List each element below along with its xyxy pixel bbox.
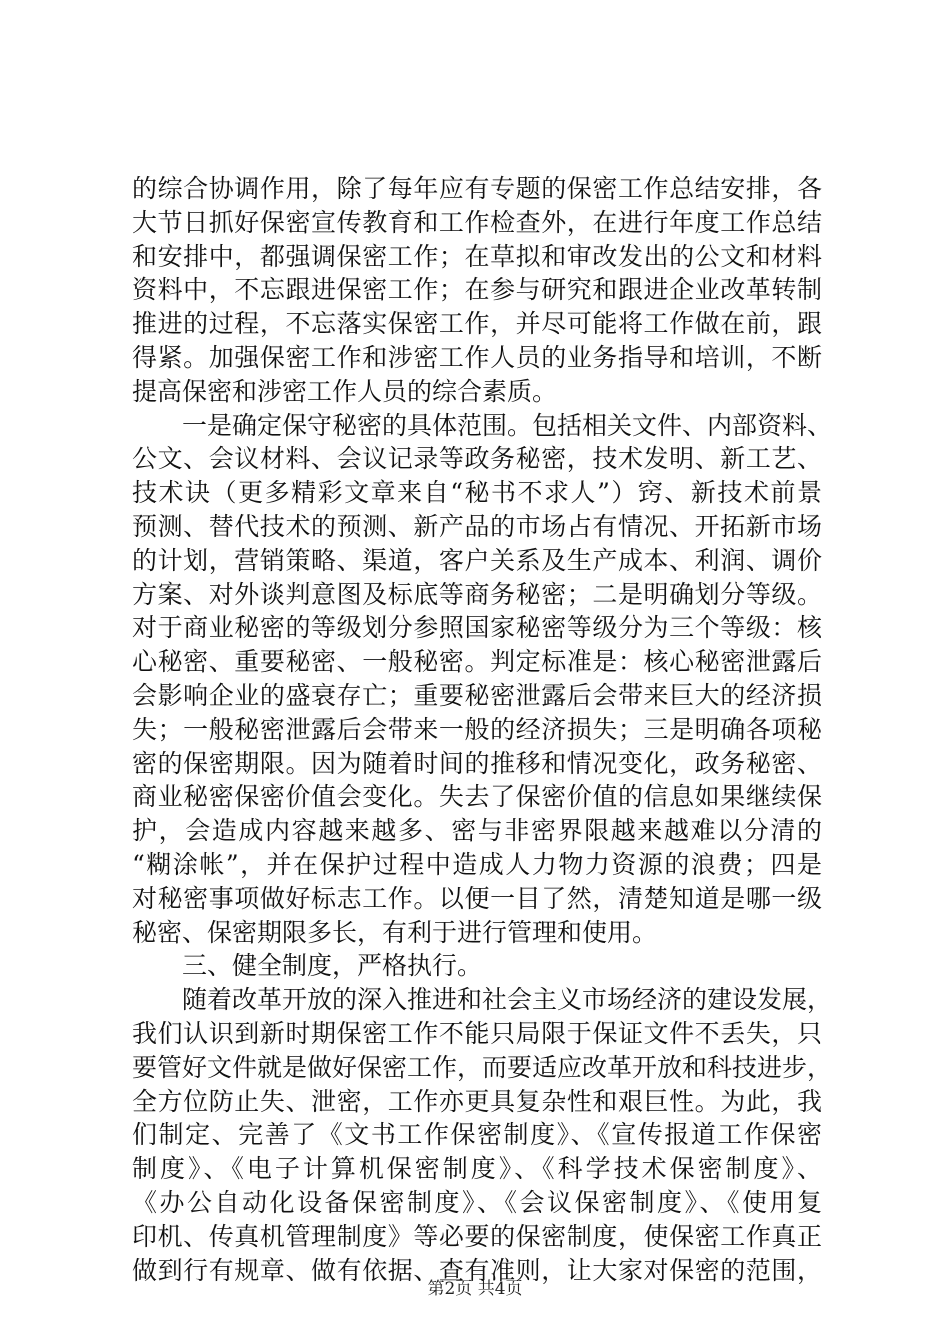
text-line: 会影响企业的盛衰存亡；重要秘密泄露后会带来巨大的经济损 <box>132 680 822 710</box>
text-line: 护，会造成内容越来越多、密与非密界限越来越难以分清的 <box>132 816 822 846</box>
text-line: 全方位防止失、泄密，工作亦更具复杂性和艰巨性。为此，我 <box>132 1086 822 1116</box>
text-line: 的综合协调作用，除了每年应有专题的保密工作总结安排，各 <box>132 174 822 203</box>
text-line: 商业秘密保密价值会变化。失去了保密价值的信息如果继续保 <box>132 782 822 812</box>
text-line: 做到行有规章、做有依据、查有准则，让大家对保密的范围， <box>132 1255 822 1285</box>
text-line: 们制定、完善了《文书工作保密制度》、《宣传报道工作保密 <box>132 1120 822 1150</box>
text-line: 心秘密、重要秘密、一般秘密。判定标准是：核心秘密泄露后 <box>132 647 822 677</box>
document-body <box>132 172 833 1287</box>
page-number-footer: 第2页 共4页 <box>427 1279 523 1299</box>
section-heading: 三、健全制度，严格执行。 <box>182 951 483 981</box>
text-line: 密的保密期限。因为随着时间的推移和情况变化，政务秘密、 <box>132 748 822 778</box>
text-line: 得紧。加强保密工作和涉密工作人员的业务指导和培训，不断 <box>132 342 822 372</box>
text-line: 随着改革开放的深入推进和社会主义市场经济的建设发展， <box>182 985 833 1015</box>
text-line: 技术诀（更多精彩文章来自“秘书不求人”）窍、新技术前景 <box>132 478 822 508</box>
text-line: 大节日抓好保密宣传教育和工作检查外，在进行年度工作总结 <box>132 207 822 237</box>
text-line: 对于商业秘密的等级划分参照国家秘密等级分为三个等级：核 <box>132 613 822 643</box>
text-line: 提高保密和涉密工作人员的综合素质。 <box>132 376 558 406</box>
text-line: 失；一般秘密泄露后会带来一般的经济损失；三是明确各项秘 <box>132 714 822 744</box>
text-line: 资料中，不忘跟进保密工作；在参与研究和跟进企业改革转制 <box>132 275 822 305</box>
text-line: 公文、会议材料、会议记录等政务秘密，技术发明、新工艺、 <box>132 444 822 474</box>
text-line: 的计划，营销策略、渠道，客户关系及生产成本、利润、调价 <box>132 545 822 575</box>
text-line: “糊涂帐”，并在保护过程中造成人力物力资源的浪费；四是 <box>132 849 822 879</box>
text-line: 印机、传真机管理制度》等必要的保密制度，使保密工作真正 <box>132 1221 822 1251</box>
text-line: 要管好文件就是做好保密工作，而要适应改革开放和科技进步， <box>132 1052 833 1082</box>
text-line: 制度》、《电子计算机保密制度》、《科学技术保密制度》、 <box>132 1154 822 1184</box>
text-line: 方案、对外谈判意图及标底等商务秘密；二是明确划分等级。 <box>132 579 822 609</box>
text-line: 对秘密事项做好标志工作。以便一目了然，清楚知道是哪一级 <box>132 883 822 913</box>
text-line: 推进的过程，不忘落实保密工作，并尽可能将工作做在前，跟 <box>132 309 822 339</box>
text-line: 一是确定保守秘密的具体范围。包括相关文件、内部资料、 <box>182 410 833 440</box>
text-line: 我们认识到新时期保密工作不能只局限于保证文件不丢失，只 <box>132 1018 822 1048</box>
text-line: 秘密、保密期限多长，有利于进行管理和使用。 <box>132 917 658 947</box>
text-line: 和安排中，都强调保密工作；在草拟和审改发出的公文和材料 <box>132 241 822 271</box>
text-line: 《办公自动化设备保密制度》、《会议保密制度》、《使用复 <box>132 1187 822 1217</box>
text-line: 预测、替代技术的预测、新产品的市场占有情况、开拓新市场 <box>132 511 822 541</box>
